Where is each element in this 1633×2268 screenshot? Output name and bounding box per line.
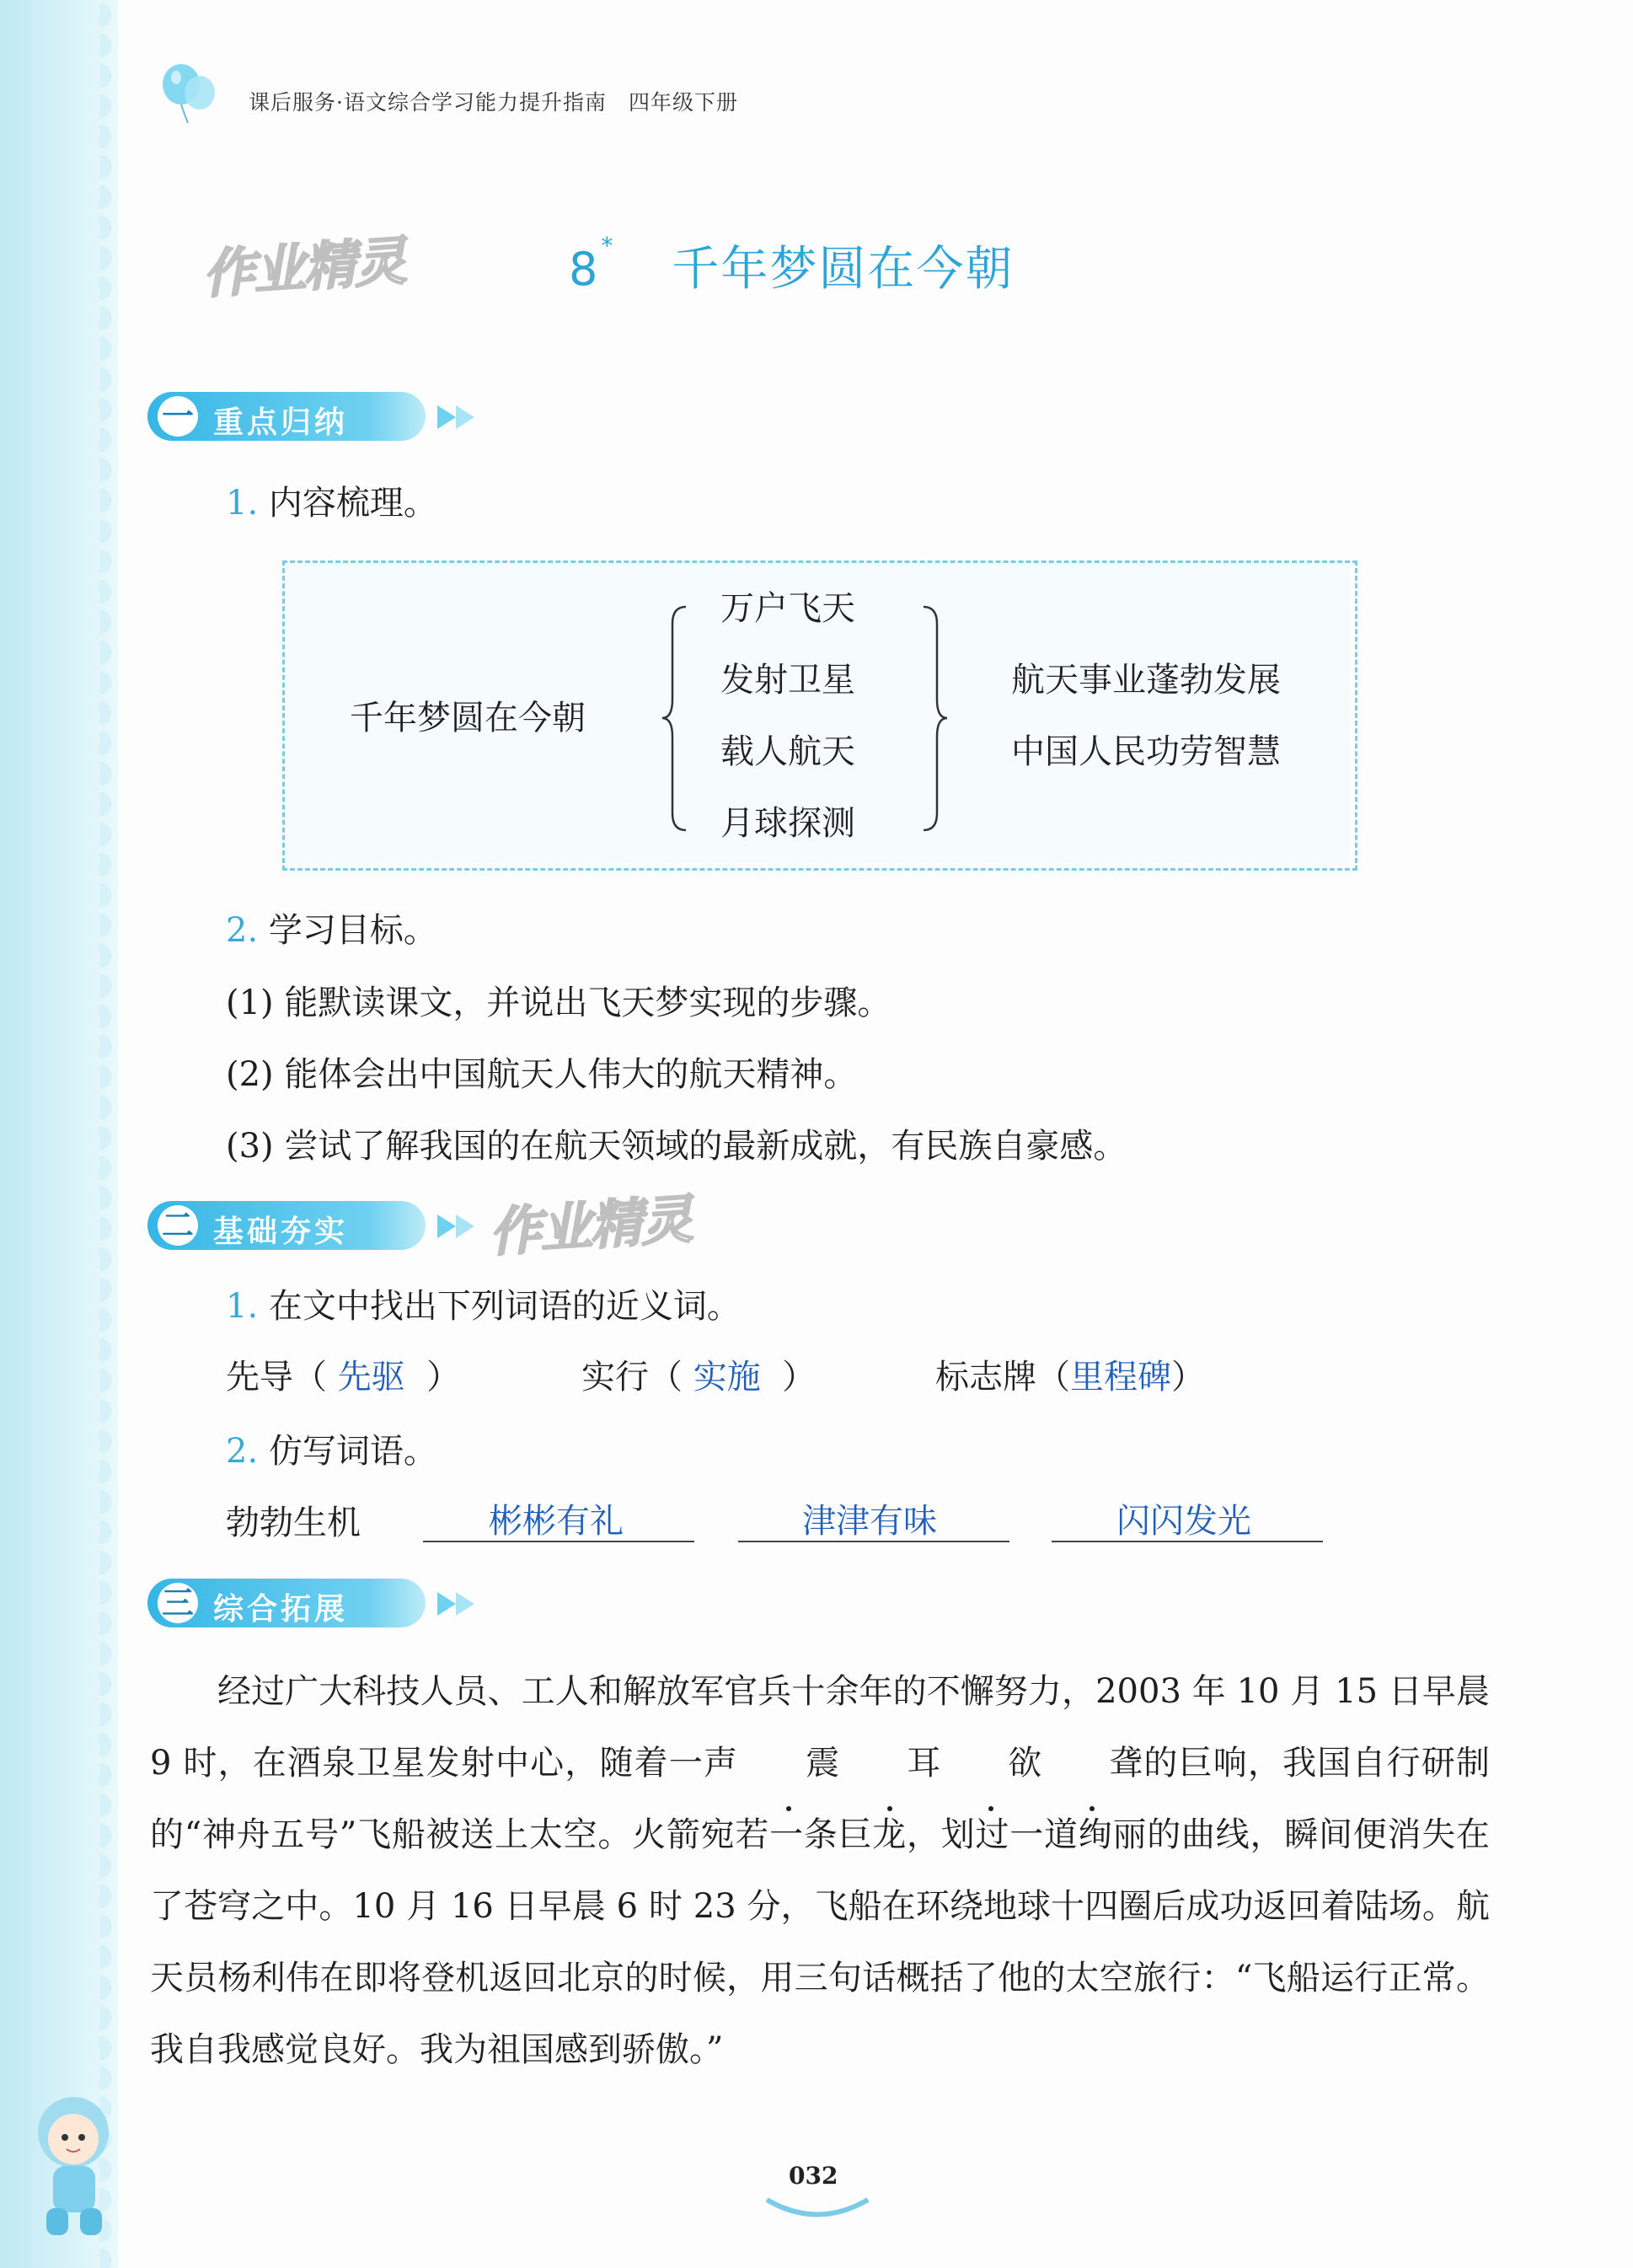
reading-passage: 经过广大科技人员、工人和解放军官兵十余年的不懈努力，2003 年 10 月 15 日早晨 9 时，在酒泉卫星发射中心，随着一声 震 耳 欲 聋的巨响，我国自行研制的“神舟五号”飞船被送上太空。火箭宛若一条巨龙，划过一道绚丽的曲线，瞬间便消失在了苍穹之中。10 月 16 日早晨 6 时 23 分，飞船在环绕地球十四圈后成功返回着陆场。航天员杨利伟在即将登机返回北京的时候，用三句话概括了他的太空旅行：“飞船运行正常。我自我感觉良好。我为祖国感到骄傲。” [150, 1672, 1491, 2069]
emphasis-char: 耳 [839, 1728, 940, 1799]
answer: 津津有味 [802, 1502, 937, 1541]
section-number: 三 [158, 1583, 198, 1623]
lesson-number: 8 [569, 243, 598, 296]
answer: 实施 [693, 1358, 761, 1397]
outline-step: 万户飞天 [720, 589, 855, 628]
emphasis-char: 聋 [1041, 1728, 1143, 1799]
outline-center: 千年梦圆在今朝 [350, 699, 586, 737]
lesson-name: 千年梦圆在今朝 [672, 242, 1015, 297]
question-1-1: 1. 内容梳理。 [226, 484, 437, 523]
watermark: 作业精灵 [487, 1188, 693, 1264]
emphasis-char: 震 [738, 1728, 839, 1799]
outline-result: 航天事业蓬勃发展 [1011, 661, 1281, 700]
header-title: 课后服务·语文综合学习能力提升指南 四年级下册 [249, 90, 738, 115]
balloon-icon [156, 59, 223, 126]
synonym-item: 实行（ 实施 ） [581, 1358, 816, 1397]
synonym-item: 标志牌（里程碑） [935, 1358, 1205, 1397]
outline-result: 中国人民功劳智慧 [1011, 732, 1281, 771]
question-2-2: 2. 仿写词语。 [226, 1432, 437, 1471]
answer-line [423, 1541, 694, 1542]
outline-step: 月球探测 [720, 804, 855, 843]
watermark: 作业精灵 [201, 229, 407, 306]
right-brace [917, 603, 950, 834]
example-word: 勃勃生机 [226, 1504, 361, 1542]
learning-goal: (2) 能体会出中国航天人伟大的航天精神。 [226, 1055, 858, 1094]
double-arrow-icon [434, 1211, 485, 1241]
left-band-scallop [99, 0, 133, 2268]
outline-step: 载人航天 [720, 732, 855, 771]
lesson-mark: * [601, 232, 613, 260]
section-header-3 [147, 1579, 485, 1629]
learning-goal: (1) 能默读课文，并说出飞天梦实现的步骤。 [226, 984, 891, 1022]
answer: 里程碑 [1070, 1358, 1171, 1397]
outline-step: 发射卫星 [720, 661, 855, 700]
answer-line [738, 1541, 1009, 1542]
section-title: 综合拓展 [213, 1592, 349, 1627]
double-arrow-icon [434, 1589, 485, 1619]
cartoon-kid-illustration [21, 2082, 131, 2250]
page-number: 032 [789, 2162, 838, 2190]
section-header-2 [147, 1201, 485, 1252]
section-title: 重点归纳 [213, 405, 349, 440]
question-2-1: 1. 在文中找出下列词语的近义词。 [226, 1287, 741, 1326]
section-number: 一 [158, 396, 198, 437]
emphasis-char: 欲 [940, 1728, 1041, 1799]
answer: 先驱 [337, 1358, 405, 1397]
answer: 彬彬有礼 [489, 1502, 624, 1541]
section-title: 基础夯实 [213, 1214, 349, 1249]
lesson-title [569, 232, 1014, 299]
section-header-1 [147, 392, 485, 442]
synonym-item: 先导（ 先驱 ） [226, 1358, 461, 1397]
answer: 闪闪发光 [1116, 1502, 1251, 1541]
page-number-ornament [763, 2191, 872, 2225]
question-1-2: 2. 学习目标。 [226, 911, 437, 950]
answer-line [1052, 1541, 1323, 1542]
learning-goal: (3) 尝试了解我国的在航天领域的最新成就，有民族自豪感。 [226, 1127, 1127, 1166]
left-brace [659, 603, 693, 834]
section-number: 二 [158, 1205, 198, 1246]
double-arrow-icon [434, 402, 485, 432]
